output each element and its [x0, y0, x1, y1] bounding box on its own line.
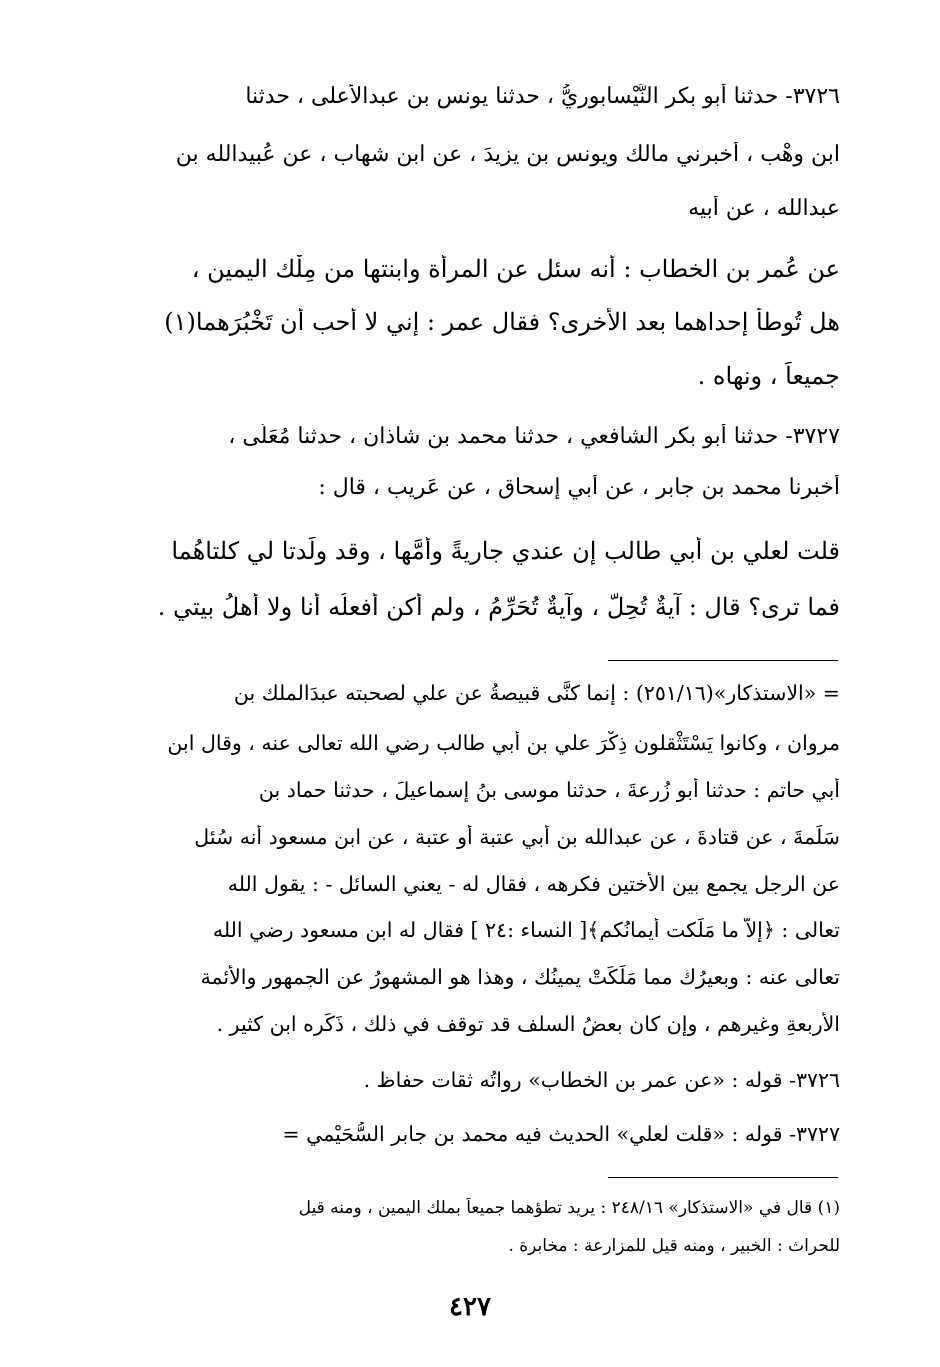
commentary-line-9: ٣٧٢٦- قوله : «عن عمر بن الخطاب» رواتُه ثقات حفاظ .: [363, 1068, 840, 1092]
main-line-6: جميعاً ، ونهاه .: [697, 362, 840, 390]
commentary-line-5: عن الرجل يجمع بين الأُختين فكرهه ، فقال له - يعني السائل - : يقول الله: [227, 872, 840, 896]
main-line-1: ٣٧٢٦- حدثنا أبو بكر النَّيْسابوريُّ ، حدثنا يونس بن عبدالأعلى ، حدثنا: [245, 84, 840, 109]
main-line-5: هل تُوطأ إحداهما بعد الأخرى؟ فقال عمر : إني لا أحب أن تَخْبُرَهما(١): [164, 308, 840, 336]
footnote-line-2: للحراث : الخبير ، ومنه قيل للمزارعة : مخابرة .: [508, 1236, 840, 1256]
footnote-separator: [608, 1177, 838, 1178]
commentary-line-2: مروان ، وكانوا يَسْتَثْقلون ذِكْرَ علي بن أبي طالب رضي الله تعالى عنه ، وقال ابن: [167, 731, 840, 755]
commentary-separator: [608, 660, 838, 661]
commentary-line-7: تعالى عنه : وبعيرُك مما مَلَكَتْ يمينُك ، وهذا هو المشهورُ عن الجمهور والأئمة: [200, 965, 840, 989]
main-line-4: عن عُمر بن الخطاب : أنه سئل عن المرأة وابنتها من مِلْك اليمين ،: [191, 255, 840, 283]
commentary-line-3: أبي حاتم : حدثنا أبو زُرعةَ ، حدثنا موسى بنُ إسماعيلَ ، حدثنا حماد بن: [258, 778, 840, 802]
commentary-line-8: الأربعةِ وغيرِهم ، وإن كان بعضُ السلف قد توقف في ذلك ، ذَكَره ابن كثير .: [216, 1012, 840, 1036]
commentary-line-4: سَلَمةَ ، عن قتادةَ ، عن عبدالله بن أبي عتبة أو عتبة ، عن ابن مسعود أنه سُئل: [194, 825, 840, 849]
commentary-line-10: ٣٧٢٧- قوله : «قلت لعلي» الحديث فيه محمد بن جابر السُّحَيْمي =: [282, 1122, 840, 1146]
commentary-line-1: = «الاستذكار»(٢٥١/١٦) : إنما كنَّى قبيصةُ عن علي لصحبته عبدَالملك بن: [233, 681, 840, 705]
page-number: ٤٢٧: [449, 1292, 491, 1322]
main-line-9: قلت لعلي بن أبي طالب إن عندي جاريةً وأمَّها ، وقد ولَدتا لي كلتاهُما: [171, 537, 840, 565]
main-line-2: ابن وهْب ، أخبرني مالك ويونس بن يزيدَ ، عن ابن شهاب ، عن عُبيدالله بن: [175, 142, 840, 167]
main-line-8: أخبرنا محمد بن جابر ، عن أبي إسحاق ، عن عَريب ، قال :: [318, 475, 840, 500]
main-line-3: عبدالله ، عن أبيه: [688, 196, 840, 221]
commentary-line-6: تعالى : ﴿إلاّ ما مَلَكت أيمانُكم﴾[ النساء :٢٤ ] فقال له ابن مسعود رضي الله: [212, 918, 840, 942]
main-line-7: ٣٧٢٧- حدثنا أبو بكر الشافعي ، حدثنا محمد بن شاذان ، حدثنا مُعَلَّى ،: [228, 424, 840, 449]
footnote-line-1: (١) قال في «الاستذكار» ٢٤٨/١٦ : يريد تطؤهما جميعاً بملك اليمين ، ومنه قيل: [298, 1198, 840, 1218]
main-line-10: فما ترى؟ قال : آيةٌ تُحِلّ ، وآيةٌ تُحَرِّمُ ، ولم أكن أفعلُه أنا ولا أهلُ بيتي .: [157, 593, 840, 621]
